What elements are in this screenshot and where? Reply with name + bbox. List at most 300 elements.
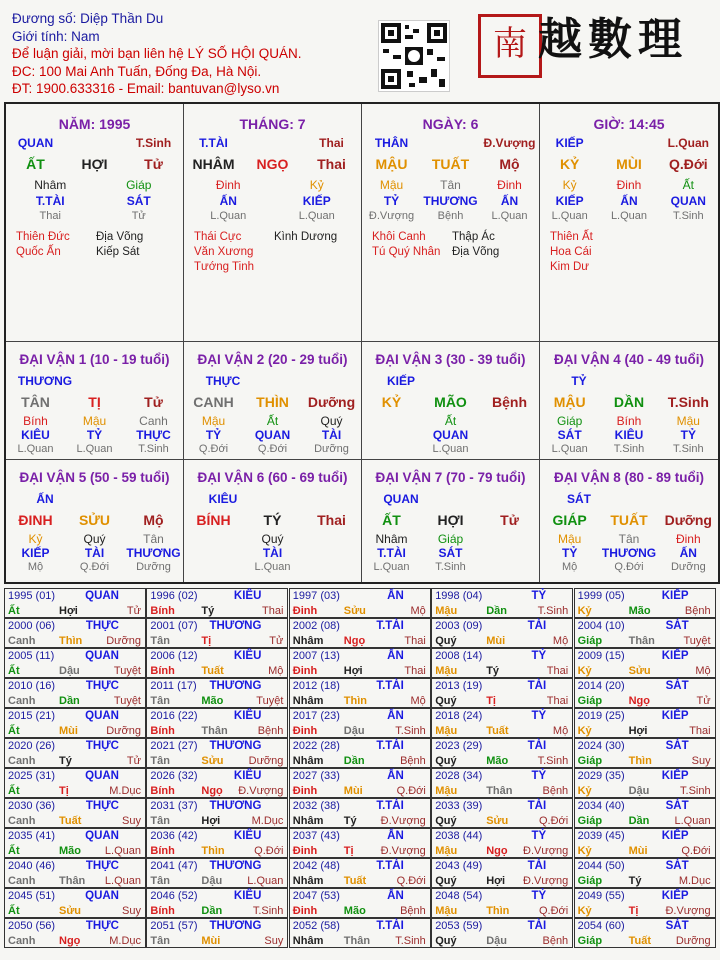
dai-van-7 bbox=[362, 460, 540, 582]
year-stem: Giáp bbox=[577, 935, 603, 947]
dai-van-row2 bbox=[184, 394, 361, 410]
year-cell bbox=[574, 768, 716, 798]
pillar-row1 bbox=[540, 136, 718, 150]
year-god: SÁT bbox=[665, 740, 689, 752]
pillar-row2-item: NHÂM bbox=[192, 156, 235, 172]
year-branch: Thân bbox=[628, 635, 655, 647]
year-phase: Thai bbox=[546, 665, 569, 677]
header-info bbox=[12, 10, 301, 98]
pillar-row3 bbox=[362, 178, 539, 192]
year-phase: Tuyệt bbox=[256, 695, 284, 707]
pillar-row3 bbox=[184, 178, 361, 192]
year-god: T.TÀI bbox=[376, 620, 404, 632]
dai-van-row3-item: Kỷ bbox=[28, 532, 43, 546]
extra-star: Quốc Ấn bbox=[16, 246, 61, 258]
dai-van-row4-item: QUAN bbox=[254, 428, 291, 442]
year-god: THƯƠNG bbox=[209, 680, 262, 692]
pillar-row5-item: Thai bbox=[39, 210, 61, 222]
dai-van-row2-item: GIÁP bbox=[552, 512, 587, 528]
dai-van-row2-item: TÝ bbox=[263, 512, 282, 528]
dai-van-row4-item: TÀI bbox=[321, 428, 342, 442]
year-cell bbox=[146, 918, 288, 948]
pillar-row5-item: T.Sinh bbox=[673, 210, 704, 222]
dai-van-row5-item bbox=[480, 443, 539, 455]
pillar-extra-right bbox=[274, 230, 337, 245]
year-god: THƯƠNG bbox=[209, 740, 262, 752]
year-god: KIẾP bbox=[661, 650, 689, 662]
year-cell bbox=[574, 798, 716, 828]
year-stem: Tân bbox=[150, 815, 170, 827]
year-god: ẤN bbox=[387, 890, 404, 902]
dai-van-3 bbox=[362, 342, 540, 460]
pillar-row1-item: THÂN bbox=[374, 136, 409, 150]
owner-name: Đương số: Diệp Thần Du bbox=[12, 11, 164, 26]
year-phase: Thai bbox=[404, 665, 426, 677]
year-cell bbox=[431, 618, 573, 648]
pillar-row1-item bbox=[65, 136, 124, 150]
dai-van-row2-item: TUẤT bbox=[610, 512, 648, 528]
dai-van-row5-item: Mộ bbox=[27, 561, 44, 573]
year-phase: Tuyệt bbox=[113, 695, 141, 707]
year-stem: Bính bbox=[150, 905, 175, 917]
dai-van-row4-item: TỶ bbox=[680, 428, 696, 442]
pillar-row2-item: HỢI bbox=[81, 156, 108, 172]
year-phase: Q.Đới bbox=[681, 845, 711, 857]
dai-van-row3 bbox=[540, 532, 718, 546]
year-label: 2024 (30) bbox=[577, 740, 625, 752]
dai-van-row2-item: ĐINH bbox=[18, 512, 53, 528]
pillar-row1-item: L.Quan bbox=[667, 136, 709, 150]
year-cell bbox=[574, 738, 716, 768]
pillar-row4-item: SÁT bbox=[126, 194, 151, 208]
year-label: 2020 (26) bbox=[8, 740, 56, 752]
year-branch: Mão bbox=[343, 905, 366, 917]
year-label: 2035 (41) bbox=[8, 830, 56, 842]
dai-van-row3 bbox=[362, 414, 539, 428]
year-stem: Quý bbox=[435, 935, 457, 947]
year-phase: M.Dục bbox=[251, 815, 284, 827]
year-label: 2014 (20) bbox=[577, 680, 625, 692]
dai-van-row4 bbox=[6, 428, 183, 442]
dai-van-row4-item: QUAN bbox=[432, 428, 469, 442]
year-phase: Mộ bbox=[410, 695, 426, 707]
dai-van-row5-item: T.Sinh bbox=[673, 443, 704, 455]
address-line: ĐC: 100 Mai Anh Tuấn, Đống Đa, Hà Nội. bbox=[12, 63, 262, 79]
dai-van-row5 bbox=[362, 443, 539, 455]
year-god: KIẾP bbox=[661, 770, 689, 782]
dai-van-row2 bbox=[6, 394, 183, 410]
dai-van-row5-item: Dưỡng bbox=[136, 561, 171, 573]
pillar-row3-item: Ất bbox=[682, 178, 694, 192]
year-label: 2042 (48) bbox=[292, 860, 340, 872]
year-label: 2052 (58) bbox=[292, 920, 340, 932]
year-label: 2054 (60) bbox=[577, 920, 625, 932]
dai-van-8 bbox=[540, 460, 718, 582]
pillar-row3-item: Đinh bbox=[497, 178, 522, 192]
year-stem: Giáp bbox=[577, 755, 603, 767]
dai-van-row5-item: Dưỡng bbox=[314, 443, 349, 455]
year-god: THƯƠNG bbox=[209, 620, 262, 632]
year-stem: Ất bbox=[8, 665, 20, 677]
year-cell bbox=[289, 828, 431, 858]
year-cell bbox=[574, 918, 716, 948]
dai-van-row5-item: Q.Đới bbox=[198, 443, 229, 455]
year-cell bbox=[289, 708, 431, 738]
year-branch: Mùi bbox=[486, 635, 506, 647]
dai-van-row5-item: Q.Đới bbox=[79, 561, 110, 573]
year-stem: Canh bbox=[8, 755, 36, 767]
year-branch: Thân bbox=[343, 935, 371, 947]
dai-van-row4-item: ẤN bbox=[679, 546, 697, 560]
year-branch: Ngọ bbox=[486, 845, 508, 857]
dai-van-row4-item bbox=[480, 546, 539, 560]
year-branch: Ngọ bbox=[628, 695, 650, 707]
year-phase: M.Dục bbox=[109, 785, 141, 797]
dai-van-title: ĐẠI VẬN 5 (50 - 59 tuổi) bbox=[19, 470, 170, 485]
pillar-row5 bbox=[184, 210, 361, 222]
year-phase: Q.Đới bbox=[538, 905, 569, 917]
year-phase: Suy bbox=[122, 905, 141, 917]
dai-van-god: QUAN bbox=[383, 492, 419, 506]
year-cell bbox=[146, 618, 288, 648]
pillar-1 bbox=[184, 104, 362, 342]
dai-van-row4-item: TỶ bbox=[561, 546, 578, 560]
pillar-row1-item bbox=[599, 136, 658, 150]
year-stem: Đinh bbox=[292, 845, 318, 857]
pillar-0 bbox=[6, 104, 184, 342]
year-cell bbox=[289, 918, 431, 948]
dai-van-row3-item: Quý bbox=[261, 532, 284, 546]
year-branch: Hợi bbox=[628, 725, 648, 737]
pillar-row4-item: KIẾP bbox=[555, 194, 584, 208]
year-cell bbox=[574, 708, 716, 738]
pillar-extra-left bbox=[550, 230, 593, 275]
pillar-title: GIỜ: 14:45 bbox=[593, 116, 665, 132]
year-phase: T.Sinh bbox=[395, 725, 426, 737]
year-label: 2032 (38) bbox=[292, 800, 340, 812]
pillar-row2-item: Q.Đới bbox=[668, 156, 708, 172]
dai-van-row2-item: T.Sinh bbox=[667, 394, 709, 410]
dai-van-row2-item: BÍNH bbox=[196, 512, 231, 528]
year-phase: Mộ bbox=[552, 725, 569, 737]
year-god: KIÊU bbox=[233, 590, 262, 602]
dai-van-row3-item: Ất bbox=[266, 414, 279, 428]
year-god: T.TÀI bbox=[376, 800, 404, 812]
year-phase: Suy bbox=[264, 935, 284, 947]
dai-van-row5-item: Mộ bbox=[562, 561, 578, 573]
year-branch: Hợi bbox=[343, 665, 363, 677]
year-god: THỰC bbox=[85, 740, 119, 752]
pillar-row5-item: Tử bbox=[131, 210, 146, 222]
year-stem: Nhâm bbox=[292, 875, 324, 887]
year-cell bbox=[431, 678, 573, 708]
dai-van-title: ĐẠI VẬN 4 (40 - 49 tuổi) bbox=[553, 352, 705, 367]
year-god: T.TÀI bbox=[376, 740, 404, 752]
year-stem: Đinh bbox=[292, 605, 318, 617]
pillar-row5-item: L.Quan bbox=[551, 210, 588, 222]
year-branch: Mùi bbox=[628, 845, 648, 857]
year-stem: Kỷ bbox=[577, 845, 592, 857]
dai-van-title: ĐẠI VẬN 6 (60 - 69 tuổi) bbox=[197, 470, 348, 485]
dai-van-row4 bbox=[362, 428, 539, 442]
dai-van-row2-item: Thai bbox=[317, 512, 346, 528]
dai-van-row4-item: TÀI bbox=[84, 546, 105, 560]
dai-van-row3-item: Tân bbox=[618, 532, 640, 546]
year-cell bbox=[146, 648, 288, 678]
extra-star: Địa Võng bbox=[96, 231, 144, 243]
year-branch: Thân bbox=[201, 725, 228, 737]
year-label: 2029 (35) bbox=[577, 770, 625, 782]
year-phase: Đ.Vượng bbox=[380, 845, 426, 857]
year-phase: M.Dục bbox=[678, 875, 711, 887]
year-label: 2004 (10) bbox=[577, 620, 625, 632]
contact-line: Để luận giải, mời bạn liên hệ LÝ SỐ HỘI QUÁN. bbox=[12, 46, 302, 62]
year-label: 2026 (32) bbox=[150, 770, 198, 782]
dai-van-god: TỶ bbox=[571, 374, 587, 388]
year-label: 2033 (39) bbox=[435, 800, 483, 812]
year-label: 2021 (27) bbox=[150, 740, 198, 752]
year-label: 2051 (57) bbox=[150, 920, 198, 932]
year-label: 2007 (13) bbox=[292, 650, 340, 662]
year-god: TỶ bbox=[531, 890, 547, 902]
dai-van-row4-item: T.TÀI bbox=[377, 546, 406, 560]
year-cell bbox=[146, 738, 288, 768]
pillar-row1-item: Đ.Vượng bbox=[483, 136, 536, 150]
dai-van-row3-item: Mậu bbox=[82, 414, 107, 428]
dai-van-god: KIÊU bbox=[208, 492, 238, 506]
year-label: 2023 (29) bbox=[435, 740, 483, 752]
pillar-row3-item: Đinh bbox=[215, 178, 241, 192]
dai-van-row2-item: Dưỡng bbox=[307, 394, 356, 410]
year-label: 2011 (17) bbox=[150, 680, 197, 692]
dai-van-god: THỰC bbox=[205, 374, 241, 388]
dai-van-title: ĐẠI VẬN 8 (80 - 89 tuổi) bbox=[553, 470, 705, 485]
year-label: 2001 (07) bbox=[150, 620, 198, 632]
year-god: ẤN bbox=[387, 830, 404, 842]
dai-van-title: ĐẠI VẬN 7 (70 - 79 tuổi) bbox=[375, 470, 526, 485]
year-cell bbox=[4, 918, 146, 948]
year-stem: Mậu bbox=[435, 905, 458, 917]
pillar-row4-item: ẤN bbox=[219, 194, 237, 208]
year-branch: Thìn bbox=[486, 905, 510, 917]
year-phase: Đ.Vượng bbox=[523, 845, 569, 857]
year-phase: Q.Đới bbox=[396, 785, 426, 797]
year-label: 2025 (31) bbox=[8, 770, 56, 782]
dai-van-row3-item: Giáp bbox=[437, 532, 464, 546]
pillar-row2 bbox=[6, 156, 183, 172]
year-label: 2022 (28) bbox=[292, 740, 340, 752]
year-stem: Mậu bbox=[435, 785, 458, 797]
year-branch: Sửu bbox=[486, 815, 509, 827]
year-label: 1995 (01) bbox=[8, 590, 56, 602]
year-branch: Dần bbox=[628, 815, 650, 827]
pillar-row5-item: Đ.Vượng bbox=[368, 210, 415, 222]
extra-star: Văn Xương bbox=[194, 246, 254, 258]
year-god: QUAN bbox=[85, 890, 119, 902]
pillar-extra-left bbox=[194, 230, 254, 275]
year-cell bbox=[574, 648, 716, 678]
year-god: KIÊU bbox=[233, 770, 262, 782]
year-branch: Dậu bbox=[59, 665, 80, 677]
year-cell bbox=[289, 888, 431, 918]
year-cell bbox=[289, 648, 431, 678]
year-branch: Hợi bbox=[59, 605, 78, 617]
year-label: 2030 (36) bbox=[8, 800, 56, 812]
dai-van-4 bbox=[540, 342, 718, 460]
dai-van-row2 bbox=[362, 512, 539, 528]
dai-van-row4-item: TỶ bbox=[86, 428, 103, 442]
year-phase: T.Sinh bbox=[537, 755, 569, 767]
dai-van-row4 bbox=[540, 546, 718, 560]
logo-seal: 南 bbox=[478, 14, 542, 78]
year-god: THƯƠNG bbox=[209, 920, 262, 932]
dai-van-row4-item: THỰC bbox=[136, 428, 171, 442]
dai-van-row5-item: L.Quan bbox=[551, 443, 588, 455]
dai-van-row2-item: Dưỡng bbox=[664, 512, 712, 528]
year-branch: Dậu bbox=[201, 875, 223, 887]
dai-van-row4-item: THƯƠNG bbox=[126, 546, 181, 560]
dai-van-row3 bbox=[184, 532, 361, 546]
dai-van-row3-item: Canh bbox=[139, 414, 168, 428]
year-god: TỶ bbox=[531, 590, 547, 602]
dai-van-row5-item: Q.Đới bbox=[257, 443, 288, 455]
pillar-row4 bbox=[184, 194, 361, 208]
pillar-2 bbox=[362, 104, 540, 342]
year-cell bbox=[4, 648, 146, 678]
pillar-row3 bbox=[540, 178, 718, 192]
year-stem: Giáp bbox=[577, 695, 603, 707]
dai-van-row2-item: MÃO bbox=[434, 394, 467, 410]
dai-van-row3 bbox=[6, 532, 183, 546]
year-phase: Suy bbox=[122, 815, 141, 827]
year-label: 2003 (09) bbox=[435, 620, 483, 632]
year-label: 1998 (04) bbox=[435, 590, 483, 602]
pillar-row5-item: Bệnh bbox=[437, 210, 464, 222]
year-stem: Ất bbox=[8, 725, 20, 737]
year-stem: Tân bbox=[150, 635, 170, 647]
year-cell bbox=[431, 828, 573, 858]
gender: Giới tính: Nam bbox=[12, 28, 100, 44]
year-god: ẤN bbox=[387, 710, 404, 722]
year-phase: Bệnh bbox=[542, 935, 569, 947]
pillar-title: THÁNG: 7 bbox=[239, 116, 306, 132]
dai-van-row3-item: Tân bbox=[143, 532, 164, 546]
pillar-row4-item: QUAN bbox=[670, 194, 706, 208]
year-stem: Canh bbox=[8, 935, 36, 947]
year-god: THỰC bbox=[85, 800, 119, 812]
year-god: THỰC bbox=[85, 680, 119, 692]
pillar-title: NGÀY: 6 bbox=[422, 116, 479, 132]
pillar-row5-item: L.Quan bbox=[210, 210, 247, 222]
year-cell bbox=[574, 618, 716, 648]
year-stem: Mậu bbox=[435, 845, 458, 857]
dai-van-row3-item: Mậu bbox=[557, 532, 582, 546]
year-god: TÀI bbox=[527, 860, 547, 872]
year-god: KIẾP bbox=[661, 890, 689, 902]
pillar-row1-item: KIẾP bbox=[555, 136, 584, 150]
year-branch: Tuất bbox=[628, 935, 651, 947]
year-branch: Thân bbox=[486, 785, 513, 797]
pillar-row3-item: Kỷ bbox=[309, 178, 324, 192]
year-phase: L.Quan bbox=[104, 875, 141, 887]
year-cell bbox=[574, 678, 716, 708]
year-label: 2017 (23) bbox=[292, 710, 340, 722]
dai-van-row5 bbox=[540, 443, 718, 455]
year-god: TÀI bbox=[527, 800, 547, 812]
pillar-row5-item: L.Quan bbox=[610, 210, 648, 222]
year-god: SÁT bbox=[665, 680, 689, 692]
year-stem: Giáp bbox=[577, 635, 603, 647]
year-god: TÀI bbox=[527, 740, 547, 752]
year-god: QUAN bbox=[85, 830, 119, 842]
year-phase: Bệnh bbox=[257, 725, 284, 737]
year-stem: Nhâm bbox=[292, 815, 324, 827]
year-god: THỰC bbox=[85, 920, 119, 932]
year-god: SÁT bbox=[665, 920, 689, 932]
dai-van-row5-item: T.Sinh bbox=[613, 443, 645, 455]
dai-van-row2-item: Mộ bbox=[143, 512, 164, 528]
year-god: KIÊU bbox=[233, 890, 262, 902]
year-god: KIẾP bbox=[661, 830, 689, 842]
year-cell bbox=[4, 798, 146, 828]
pillar-row5 bbox=[6, 210, 183, 222]
dai-van-row5 bbox=[6, 443, 183, 455]
year-branch: Ngọ bbox=[59, 935, 81, 947]
year-cell bbox=[289, 738, 431, 768]
year-stem: Bính bbox=[150, 725, 175, 737]
dai-van-row5-item: T.Sinh bbox=[435, 561, 466, 573]
year-phase: Q.Đới bbox=[538, 815, 569, 827]
dai-van-row3 bbox=[362, 532, 539, 546]
pillar-row4-item: T.TÀI bbox=[35, 194, 65, 208]
year-god: T.TÀI bbox=[376, 860, 404, 872]
year-label: 2037 (43) bbox=[292, 830, 340, 842]
year-stem: Ất bbox=[8, 905, 20, 917]
qr-code-icon[interactable] bbox=[378, 20, 450, 92]
year-stem: Tân bbox=[150, 695, 170, 707]
year-stem: Tân bbox=[150, 875, 170, 887]
year-god: TỶ bbox=[531, 650, 547, 662]
dai-van-row4-item bbox=[302, 546, 361, 560]
year-branch: Ngọ bbox=[343, 635, 366, 647]
year-label: 2019 (25) bbox=[577, 710, 625, 722]
year-label: 2016 (22) bbox=[150, 710, 198, 722]
year-cell bbox=[431, 858, 573, 888]
year-god: T.TÀI bbox=[376, 920, 404, 932]
year-god: SÁT bbox=[665, 800, 689, 812]
year-cell bbox=[146, 768, 288, 798]
year-branch: Dậu bbox=[628, 785, 650, 797]
year-cell bbox=[146, 888, 288, 918]
year-god: ẤN bbox=[387, 770, 404, 782]
brand-logo bbox=[478, 8, 710, 78]
dai-van-row2-item: SỬU bbox=[78, 512, 111, 528]
year-stem: Nhâm bbox=[292, 755, 324, 767]
dai-van-6 bbox=[184, 460, 362, 582]
year-branch: Tý bbox=[343, 815, 357, 827]
dai-van-row3-item bbox=[302, 532, 361, 546]
year-branch: Tuất bbox=[486, 725, 509, 737]
year-phase: M.Dục bbox=[109, 935, 141, 947]
year-cell bbox=[4, 768, 146, 798]
year-god: TỶ bbox=[531, 710, 547, 722]
year-stem: Đinh bbox=[292, 785, 318, 797]
pillar-row2-item: Mộ bbox=[499, 156, 520, 172]
dai-van-row4-item bbox=[362, 428, 421, 442]
dai-van-row3-item: Mậu bbox=[201, 414, 226, 428]
pillar-3 bbox=[540, 104, 718, 342]
dai-van-row2 bbox=[184, 512, 361, 528]
